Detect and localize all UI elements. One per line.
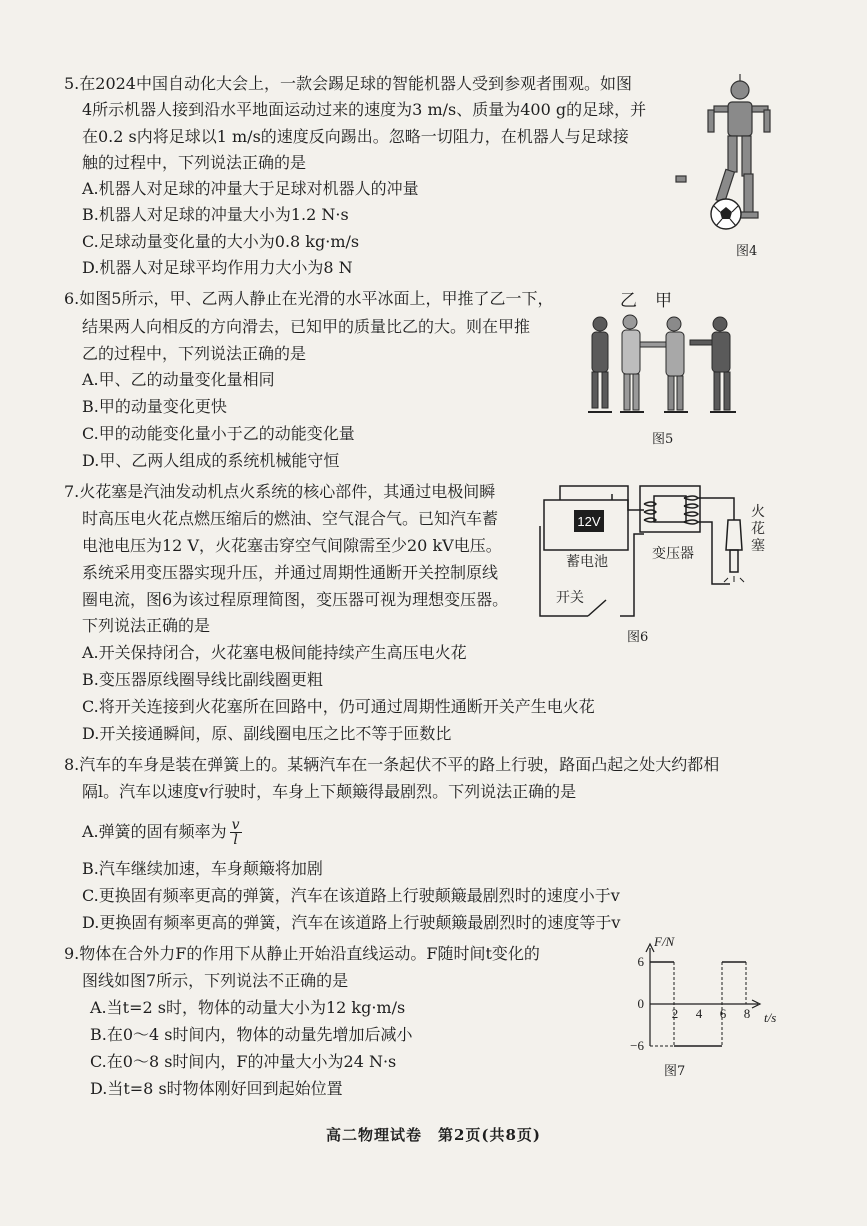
spark-plug-tip — [730, 550, 738, 572]
q8-fraction-numerator: v — [231, 817, 240, 833]
q7-stem-line-2: 时高压电火花点燃压缩后的燃油、空气混合气。已知汽车蓄 — [82, 509, 499, 528]
q9-option-d[interactable]: D.当t=8 s时物体刚好回到起始位置 — [90, 1079, 343, 1098]
x-tick-6: 6 — [719, 1006, 727, 1021]
q8-stem-line-1: 8.汽车的车身是装在弹簧上的。某辆汽车在一条起伏不平的路上行驶，路面凸起之处大约都相 — [64, 755, 720, 774]
battery-label: 蓄电池 — [566, 554, 608, 570]
skater-yi-arm — [640, 342, 666, 347]
q5-stem-line-1: 5.在2024中国自动化大会上，一款会踢足球的智能机器人受到参观者围观。如图 — [64, 74, 632, 93]
skater-1-body — [592, 332, 608, 372]
skater-1-leg-2 — [602, 372, 608, 408]
skater-jia-leg-2 — [677, 376, 683, 410]
q5-stem-line-4: 触的过程中，下列说法正确的是 — [82, 153, 307, 172]
skater-4-body — [712, 332, 730, 372]
robot-left-shin — [716, 169, 734, 202]
x-tick-2: 2 — [671, 1006, 679, 1021]
q8-option-a-text: A.弹簧的固有频率为 — [82, 822, 227, 841]
q5-option-a[interactable]: A.机器人对足球的冲量大于足球对机器人的冲量 — [82, 179, 419, 198]
skater-yi-leg — [624, 374, 630, 410]
q7-stem-line-6: 下列说法正确的是 — [82, 616, 211, 635]
q5-option-b[interactable]: B.机器人对足球的冲量大小为1.2 N·s — [82, 205, 349, 224]
chart-tick-labels — [630, 934, 776, 1053]
q5-option-d[interactable]: D.机器人对足球平均作用力大小为8 N — [82, 258, 353, 277]
x-axis-label: t/s — [764, 1010, 777, 1025]
switch-blade — [588, 600, 606, 616]
wire-bottom-right — [620, 534, 644, 616]
q8-option-a[interactable] — [82, 818, 242, 847]
q7-option-c[interactable]: C.将开关连接到火花塞所在回路中，仍可通过周期性通断开关产生电火花 — [82, 697, 595, 716]
q6-option-c[interactable]: C.甲的动能变化量小于乙的动能变化量 — [82, 424, 355, 443]
q5-option-c[interactable]: C.足球动量变化量的大小为0.8 kg·m/s — [82, 232, 360, 251]
q9-option-b[interactable]: B.在0～4 s时间内，物体的动量先增加后减小 — [90, 1025, 413, 1044]
wire-top — [560, 486, 644, 510]
robot-right-forearm — [764, 110, 770, 132]
y-tick-6: 6 — [637, 954, 644, 969]
q9-stem-line-2: 图线如图7所示，下列说法不正确的是 — [82, 971, 349, 990]
skater-4-leg-2 — [724, 372, 730, 410]
x-tick-4: 4 — [695, 1006, 703, 1021]
q5-stem-line-3: 在0.2 s内将足球以1 m/s的速度反向踢出。忽略一切阻力，在机器人与足球接 — [82, 127, 629, 146]
soccer-ball — [711, 199, 741, 229]
robot-figure — [664, 72, 784, 232]
skater-1-head — [593, 317, 607, 331]
fig5-label-yi: 乙 — [620, 291, 637, 311]
skater-4-head — [713, 317, 727, 331]
robot-right-thigh — [742, 136, 751, 176]
robot-toe — [676, 176, 686, 182]
q7-option-a[interactable]: A.开关保持闭合，火花塞电极间能持续产生高压电火花 — [82, 643, 467, 662]
robot-left-thigh — [728, 136, 737, 172]
q9-option-a[interactable]: A.当t=2 s时，物体的动量大小为12 kg·m/s — [90, 998, 406, 1017]
q8-stem-line-2: 隔l。汽车以速度v行驶时，车身上下颠簸得最剧烈。下列说法正确的是 — [82, 782, 577, 801]
fig6-caption: 图6 — [627, 630, 649, 645]
q9-stem-line-1: 9.物体在合外力F的作用下从静止开始沿直线运动。F随时间t变化的 — [64, 944, 540, 963]
transformer-core — [640, 486, 700, 532]
q8-fraction — [230, 818, 242, 847]
spark-glow — [724, 576, 744, 582]
q7-stem-line-1: 7.火花塞是汽油发动机点火系统的核心部件，其通过电极间瞬 — [64, 482, 496, 501]
q5-stem-line-2: 4所示机器人接到沿水平地面运动过来的速度为3 m/s、质量为400 g的足球，并 — [82, 100, 647, 119]
robot-right-foot — [740, 212, 758, 218]
q6-stem-line-2: 结果两人向相反的方向滑去，已知甲的质量比乙的大。则在甲推 — [82, 317, 531, 336]
skater-jia-leg — [668, 376, 674, 410]
q6-option-a[interactable]: A.甲、乙的动量变化量相同 — [82, 370, 275, 389]
battery-voltage: 12V — [577, 514, 601, 529]
q8-option-b[interactable]: B.汽车继续加速，车身颠簸将加剧 — [82, 859, 323, 878]
skater-4-arm — [690, 340, 712, 345]
q7-stem-line-3: 电池电压为12 V，火花塞击穿空气间隙需至少20 kV电压。 — [82, 536, 502, 555]
wire-to-plug-top — [698, 498, 734, 520]
skater-jia-head — [667, 317, 681, 331]
skater-yi-head — [623, 315, 637, 329]
fig7-caption: 图7 — [664, 1064, 686, 1079]
x-tick-8: 8 — [743, 1006, 751, 1021]
q7-option-b[interactable]: B.变压器原线圈导线比副线圈更粗 — [82, 670, 323, 689]
skater-yi-leg-2 — [633, 374, 639, 410]
skaters-figure — [578, 312, 758, 422]
force-time-chart — [612, 934, 777, 1058]
transformer-window — [654, 496, 686, 522]
circuit-diagram — [536, 474, 772, 624]
switch-label: 开关 — [556, 590, 584, 606]
skater-1-leg — [592, 372, 598, 408]
transformer-label: 变压器 — [652, 546, 694, 562]
robot-left-forearm — [708, 110, 714, 132]
fig4-caption: 图4 — [736, 244, 758, 259]
q7-option-d[interactable]: D.开关接通瞬间，原、副线圈电压之比不等于匝数比 — [82, 724, 452, 743]
q8-option-d[interactable]: D.更换固有频率更高的弹簧，汽车在该道路上行驶颠簸最剧烈时的速度等于v — [82, 913, 621, 932]
robot-left-arm — [714, 106, 728, 112]
q6-stem-line-1: 6.如图5所示，甲、乙两人静止在光滑的水平冰面上，甲推了乙一下， — [64, 289, 554, 308]
fig5-caption: 图5 — [652, 432, 674, 447]
q8-option-c[interactable]: C.更换固有频率更高的弹簧，汽车在该道路上行驶颠簸最剧烈时的速度小于v — [82, 886, 620, 905]
skater-yi-body — [622, 330, 640, 374]
y-tick--6: −6 — [630, 1038, 644, 1053]
q6-option-b[interactable]: B.甲的动量变化更快 — [82, 397, 227, 416]
q6-stem-line-3: 乙的过程中，下列说法正确的是 — [82, 344, 307, 363]
q6-option-d[interactable]: D.甲、乙两人组成的系统机械能守恒 — [82, 451, 340, 470]
robot-head — [731, 81, 749, 99]
page-footer: 高二物理试卷 第2页(共8页) — [325, 1126, 542, 1144]
robot-torso — [728, 102, 752, 136]
q8-fraction-denominator: l — [233, 832, 238, 848]
wire-to-plug-bottom — [698, 522, 730, 584]
skater-jia-body — [666, 332, 684, 376]
skater-4-leg — [714, 372, 720, 410]
q9-option-c[interactable]: C.在0～8 s时间内，F的冲量大小为24 N·s — [90, 1052, 397, 1071]
fig5-label-jia: 甲 — [655, 291, 672, 311]
y-axis-label: F/N — [654, 934, 675, 949]
spark-plug-body — [726, 520, 742, 550]
q7-stem-line-5: 圈电流，图6为该过程原理简图，变压器可视为理想变压器。 — [82, 590, 509, 609]
y-tick-0: 0 — [637, 996, 644, 1011]
q7-stem-line-4: 系统采用变压器实现升压，并通过周期性通断开关控制原线 — [82, 563, 499, 582]
robot-right-shin — [744, 174, 753, 214]
spark-plug-label: 火花塞 — [751, 504, 765, 554]
